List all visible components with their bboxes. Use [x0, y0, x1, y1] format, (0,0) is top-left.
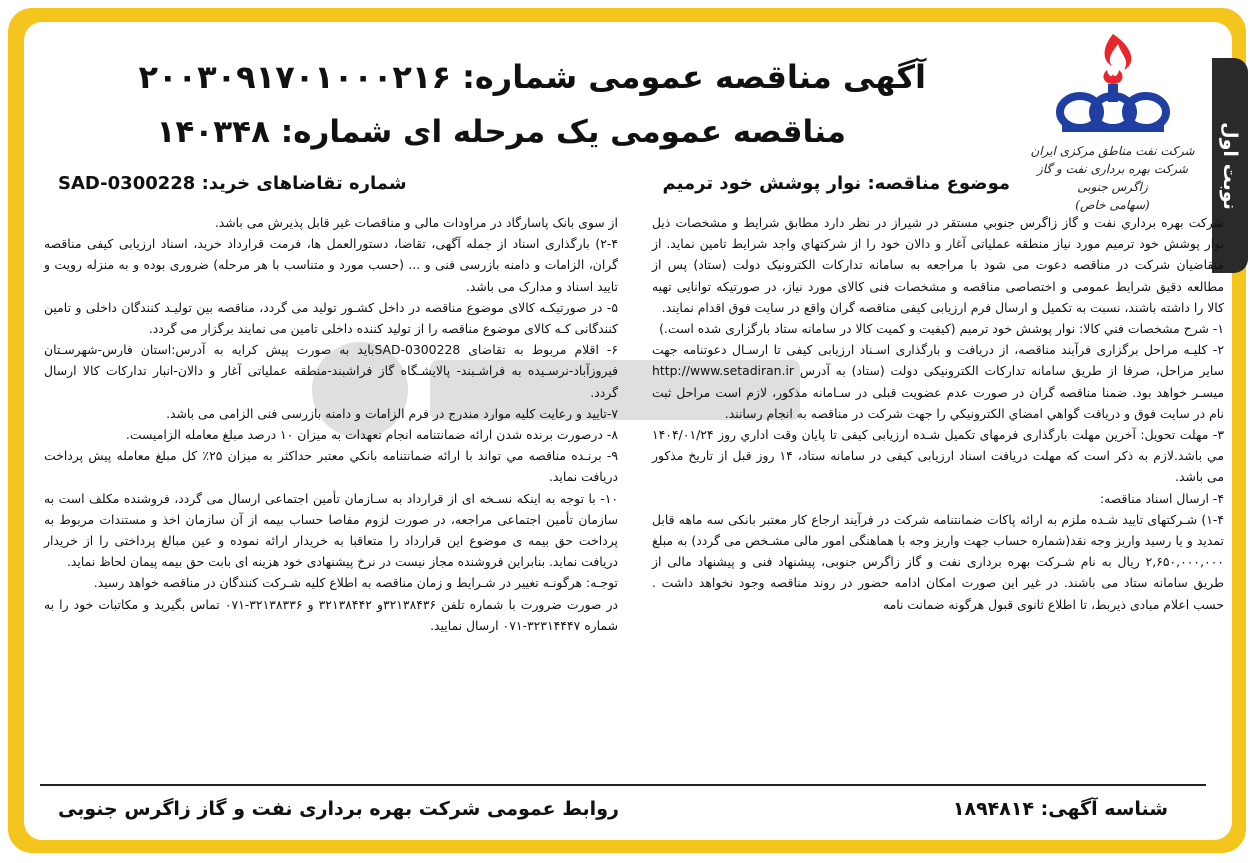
paragraph: ۴- ارسال اسناد مناقصه: [1099, 490, 1224, 506]
purchase-request-number: شماره تقاضاهای خرید: SAD-0300228 [58, 173, 407, 194]
tender-title: آگهی مناقصه عمومی شماره: ۲۰۰۳۰۹۱۷۰۱۰۰۰۲۱۶ [138, 58, 926, 96]
nioc-flame-icon [1038, 28, 1188, 138]
paragraph: ۳- مهلت تحویل: آخرین مهلت بارگذاری فرمهای تکمیل شـده ارزیابی کیفی تا پایان وقت اداري روز ۱۴۰۴/۰۱/۲۴ مي باشد.لازم به ذکر است که مهلت دریافت اسناد ارزیابی کیفی در سامانه ستاد، ۱۴ روز قبل از تاریخ مذکور می باشد. [652, 427, 1224, 485]
paragraph: ۱۰- با توجه به اینکه نسـخه ای از قرارداد به سـازمان تأمین اجتماعی ارسال می گردد، فروشنده مکلف است به سازمان تأمین اجتماعی مراجعه، در صورت لزوم مفاصا حساب بیمه از آن سازمان اخذ و مستندات مربوط به پرداخت حق بیمه ی موضوع این قرارداد را متعاقبا به خریدار ارائه نموده و عین مبالغ پرداختی را از خریدار دریافت نماید. بنابراین فروشنده مجاز نیست در نرخ پیشنهادی خود هزینه ای بابت حق بیمه پیمان لحاظ نماید. [44, 490, 618, 570]
paragraph: توجـه: هرگونـه تغییر در شـرایط و زمان مناقصه به اطلاع کلیه شـرکت کنندگان در مناقصه خواهد رسید. [93, 575, 618, 591]
paragraph: در صورت ضرورت با شماره تلفن ۳۲۱۳۸۴۳۶و ۳۲۱۳۸۴۴۲ و ۳۲۱۳۸۳۳۶-۰۷۱ تماس بگیرید و مکاتبات خود را به شماره ۳۲۳۱۴۴۴۷-۰۷۱ ارسال نمایید. [44, 596, 618, 633]
tender-subtitle: مناقصه عمومی یک مرحله ای شماره: ۱۴۰۳۴۸ [156, 114, 846, 150]
logo-caption-1: شرکت نفت مناطق مرکزی ایران [1030, 144, 1195, 158]
left-column [44, 212, 618, 636]
tender-subject: موضوع مناقصه: نوار پوشش خود ترمیم [662, 173, 1010, 194]
paragraph: ۶- اقلام مربوط به تقاضای SAD-0300228باید به صورت پیش کرایه به آدرس:استان فارس-شهرسـتان فیروزآباد-نرسـیده به فراشـبند- پالایشـگاه گاز فراشبند-منطقه عملیاتی آغار و دالان-انبار تدارکات کالا ارسال گردد. [44, 342, 618, 400]
paragraph: ۱- شرح مشخصات فني کالا: نوار پوشش خود ترمیم (کیفیت و کمیت کالا در سامانه ستاد بارگزاری شده است.) [659, 321, 1224, 337]
company-logo [1020, 28, 1205, 218]
paragraph: از سوی بانک پاسارگاد در مراودات مالی و مناقصات غیر قابل پذیرش می باشد. [214, 215, 618, 230]
logo-caption-3: (سهامی خاص) [1075, 198, 1150, 212]
paragraph: ۵- در صورتیکـه کالای موضوع مناقصه در داخل کشـور تولید می گردد، مناقصه بین تولیـد کنندگان داخلی و تامین کنندگانی کـه کالای موضوع مناقصه را از تولید کننده داخلی تامین می نمایند برگزار می گردد. [44, 299, 618, 337]
footer-divider [40, 784, 1206, 786]
paragraph: ۲-۴) بارگذاری اسناد از جمله آگهی، تقاضا، دستورالعمل ها، فرمت قرارداد خرید، اسناد ارزیابی کیفی مناقصه گران، الزامات و دامنه بازرسی فنی و ... (حسب مورد و متناسب با هر مرحله) ضروری بوده و به منزله رویت و تایید اسناد و مدارک می باشد. [44, 236, 618, 294]
side-tab-label: نوبت اول [1219, 121, 1241, 210]
paragraph: ۹- برنـده مناقصه مي تواند با ارائه ضمانتنامه بانکي معتبر حداکثر به میزان ۲۵٪ کل مبلغ معامله پیش پرداخت دریافت نماید. [44, 448, 619, 485]
paragraph: ۷-تایید و رعایت کلیه موارد مندرج در فرم الزامات و دامنه بازرسی فنی الزامی می باشد. [166, 405, 618, 421]
logo-caption-2: شرکت بهره برداری نفت و گاز زاگرس جنوبی [1036, 162, 1188, 194]
paragraph: ۲- کلیـه مراحل برگزاری فرآیند مناقصه، از دریافت و بارگذاری اسـناد ارزیابی کیفی تا ارسـال دعوتنامه جهت سایر مراحل، صرفا از طریق سامانه تدارکات الکترونیکی دولت (ستاد) به آدرس http://www.setadiran.ir میسـر خواهد بود. ضمنا مناقصه گران در صورت عدم عضویت قبلی در سـامانه مذکور، لازم است مراحل ثبت نام در سایت فوق و دریافت گواهي امضاي الکترونیکي را جهت شرکت در مناقصه به انجام رسانند. [652, 342, 1224, 421]
publisher-name: روابط عمومی شرکت بهره برداری نفت و گاز زاگرس جنوبی [58, 798, 619, 820]
right-column [652, 212, 1224, 615]
ad-identifier: شناسه آگهی: ۱۸۹۴۸۱۴ [952, 798, 1168, 820]
paragraph: شرکت بهره برداري نفت و گاز زاگرس جنوبي مستقر در شیراز در نظر دارد مطابق شرایط و مشخصات ذیل نوار پوشش خود ترمیم مورد نیاز منطقه عملیاتی آغار و دالان خود را از شرکتهاي واجد شرایط تامین نماید. از متقاضیان شرکت در مناقصه دعوت می شود با مراجعه به سامانه تدارکات الکترونیک دولت (ستاد) پس از مطالعه دقیق شرایط عمومی و اختصاصی مناقصه و مشخصات فنی کالای مورد نیاز، در صورتیکه توانایی تهیه کالا را داشته باشند، نسبت به تکمیل و ارسال فرم ارزیابی کیفی مناقصه گران واقع در سایت فوق اقدام نمایند. [652, 215, 1224, 315]
paragraph: ۸- درصورت برنده شدن ارائه ضمانتنامه انجام تعهدات به میزان ۱۰ درصد مبلغ معامله الزامیست. [125, 427, 618, 443]
paragraph: ۱-۴) شـرکتهای تایید شـده ملزم به ارائه پاکات ضمانتنامه شرکت در فرآیند ارجاع کار معتبر بانکی سه ماهه قابل تمدید و یا رسید واریز وجه نقد(شماره حساب جهت واریز وجه با هماهنگی امور مالی مشـخص می گردد) به مبلغ ۲,۶۵۰,۰۰۰,۰۰۰ ریال به نام شـرکت بهره برداری نفت و گاز زاگرس جنوبی، پیشنهاد فنی و پیشنهاد مالی از طریق سامانه ستاد می باشند. در غیر این صورت امکان ادامه حضور در روند مناقصه وجود نخواهد داشت . حسب اعلام مبادی ذیربط، تا اطلاع ثانوی قبول هرگونه ضمانت نامه [652, 511, 1224, 612]
